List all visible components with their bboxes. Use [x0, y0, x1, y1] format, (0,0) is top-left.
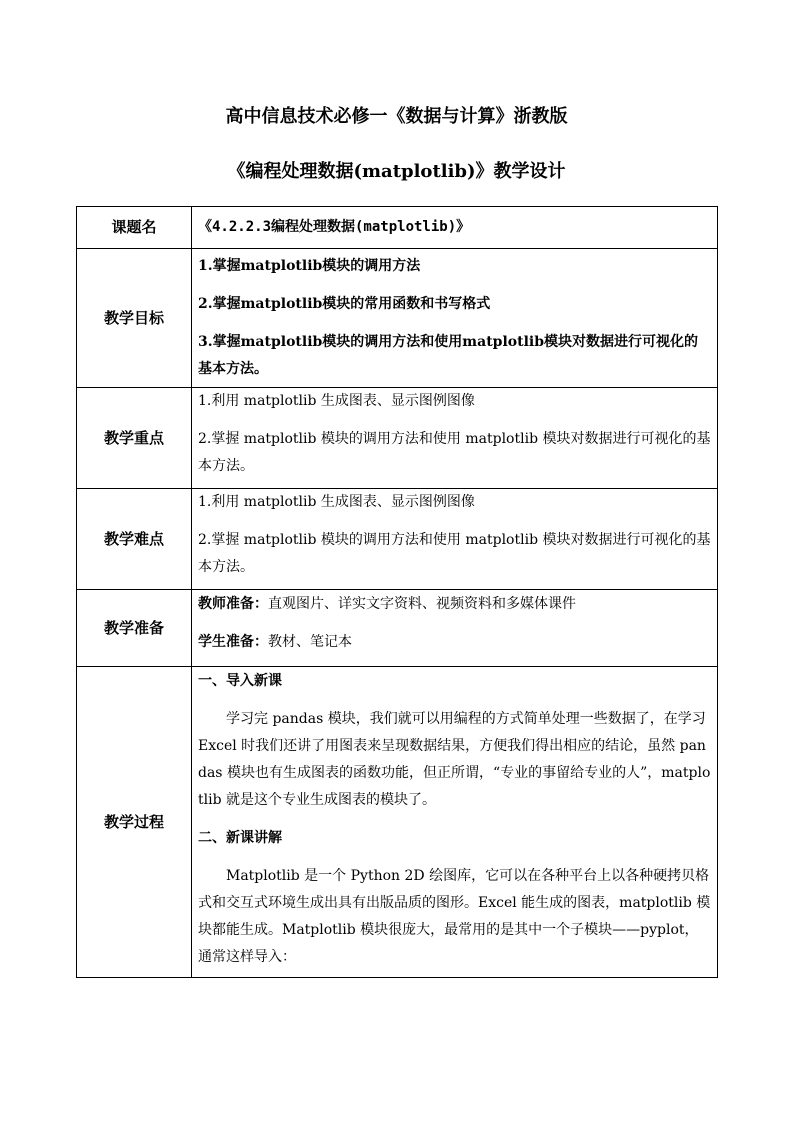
preparation-content: [192, 590, 718, 667]
goal-item: 1.掌握matplotlib模块的调用方法: [198, 258, 421, 274]
teacher-preparation: [198, 591, 711, 618]
process-content: [192, 667, 718, 978]
document-title: 高中信息技术必修一《数据与计算》浙教版: [225, 106, 568, 127]
goal-item: 2.掌握matplotlib模块的常用函数和书写格式: [198, 296, 491, 312]
document-subtitle: 《编程处理数据(matplotlib)》教学设计: [227, 161, 566, 182]
student-preparation-label: 学生准备：: [198, 634, 268, 650]
section-paragraph: Matplotlib 是一个 Python 2D 绘图库，它可以在各种平台上以各种硬拷贝格式和交互式环境生成出具有出版品质的图形。Excel 能生成的图表，matplotlib 模块都能生成。Matplotlib 模块很庞大，最常用的是其中一个子模块——pyplot，通常这样导入：: [198, 868, 711, 965]
keypoint-item: 2.掌握 matplotlib 模块的调用方法和使用 matplotlib 模块对数据进行可视化的基本方法。: [198, 431, 711, 474]
difficulties-content: [192, 489, 718, 590]
section-paragraph: 学习完 pandas 模块，我们就可以用编程的方式简单处理一些数据了，在学习 Excel 时我们还讲了用图表来呈现数据结果，方便我们得出相应的结论，虽然 pandas 模块也有生成图表的函数功能，但正所谓，“专业的事留给专业的人”，matplotlib 就是这个专业生成图表的模块了。: [198, 711, 711, 808]
table-row-difficulties: [77, 489, 718, 590]
lesson-plan-table: [76, 206, 718, 978]
table-row-keypoints: [77, 388, 718, 489]
difficulty-item: 1.利用 matplotlib 生成图表、显示图例图像: [198, 494, 475, 510]
keypoints-content: [192, 388, 718, 489]
difficulties-label: 教学难点: [77, 489, 192, 590]
keypoint-item: 1.利用 matplotlib 生成图表、显示图例图像: [198, 393, 475, 409]
table-row-topic: [77, 207, 718, 249]
section-heading: 二、新课讲解: [198, 830, 282, 846]
process-label: 教学过程: [77, 667, 192, 978]
topic-value: 《4.2.2.3编程处理数据(matplotlib)》: [192, 207, 718, 249]
student-preparation: [198, 629, 711, 656]
goal-item: 3.掌握matplotlib模块的调用方法和使用matplotlib模块对数据进行可视化的基本方法。: [198, 334, 698, 377]
goals-label: 教学目标: [77, 249, 192, 388]
topic-label: 课题名: [77, 207, 192, 249]
table-row-goals: [77, 249, 718, 388]
preparation-label: 教学准备: [77, 590, 192, 667]
student-preparation-value: 教材、笔记本: [268, 634, 352, 650]
table-row-preparation: [77, 590, 718, 667]
goals-content: [192, 249, 718, 388]
difficulty-item: 2.掌握 matplotlib 模块的调用方法和使用 matplotlib 模块对数据进行可视化的基本方法。: [198, 532, 711, 575]
keypoints-label: 教学重点: [77, 388, 192, 489]
section-heading: 一、导入新课: [198, 673, 282, 689]
teacher-preparation-label: 教师准备：: [198, 596, 268, 612]
table-row-process: [77, 667, 718, 978]
teacher-preparation-value: 直观图片、详实文字资料、视频资料和多媒体课件: [268, 596, 576, 612]
